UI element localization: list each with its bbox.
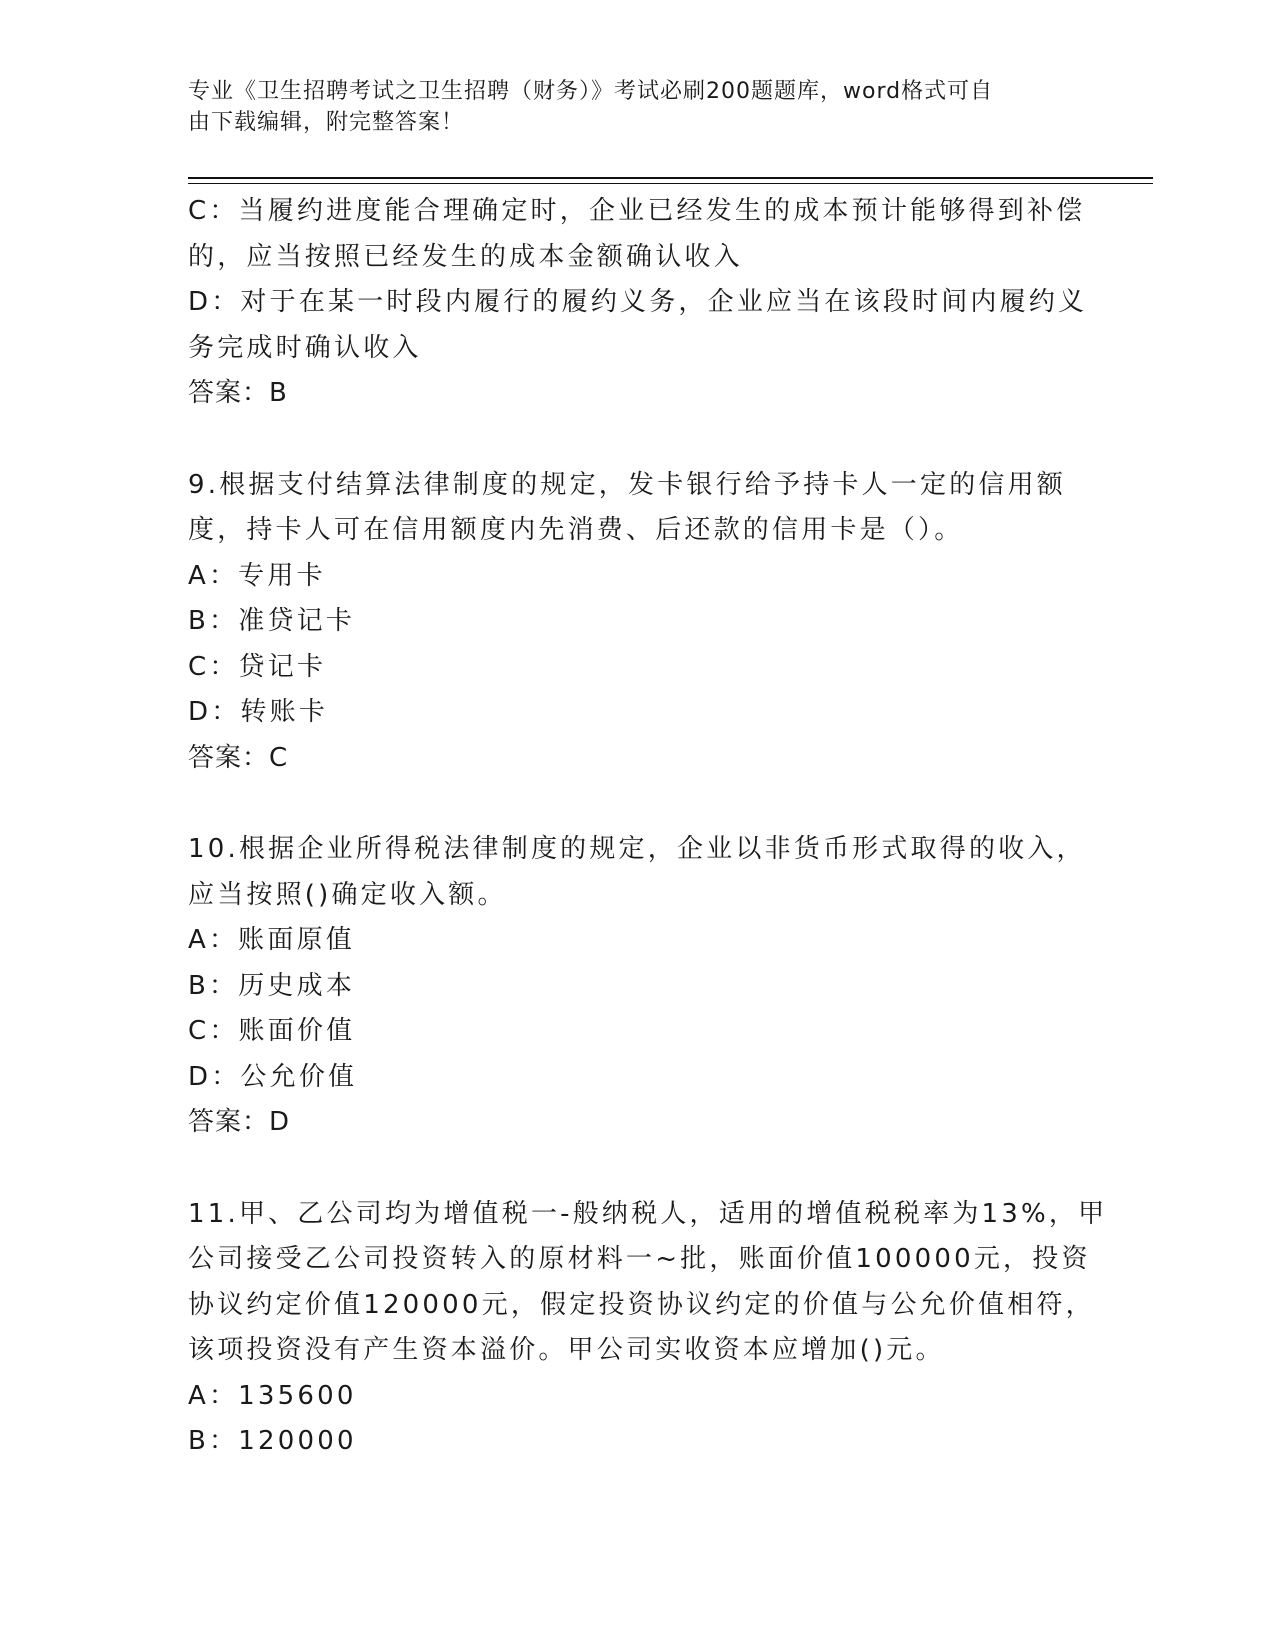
spacer xyxy=(188,781,1088,827)
question-stem-line-4: 该项投资没有产生资本溢价。甲公司实收资本应增加()元。 xyxy=(188,1335,945,1365)
question-stem-line-1: 9.根据支付结算法律制度的规定，发卡银行给予持卡人一定的信用额 xyxy=(188,469,1067,500)
question-8-tail xyxy=(188,189,1088,417)
question-stem-line-2: 应当按照()确定收入额。 xyxy=(188,879,507,910)
header-line-1: 专业《卫生招聘考试之卫生招聘（财务）》考试必刷200题题库，word格式可自 xyxy=(188,79,994,104)
answer-line: 答案：D xyxy=(188,1107,291,1137)
header-rule-thin xyxy=(188,183,1153,184)
option-a: A：专用卡 xyxy=(188,560,326,591)
option-b: B：120000 xyxy=(188,1426,357,1456)
option-c-line-1: C：当履约进度能合理确定时，企业已经发生的成本预计能够得到补偿 xyxy=(188,196,1086,226)
question-stem-line-2: 公司接受乙公司投资转入的原材料一~批，账面价值100000元，投资 xyxy=(188,1244,1091,1274)
option-a: A：135600 xyxy=(188,1380,357,1411)
question-11 xyxy=(188,1192,1108,1465)
option-d-line-2: 务完成时确认收入 xyxy=(188,332,422,363)
document-body xyxy=(188,189,1108,1465)
question-10 xyxy=(188,827,1088,1146)
option-a: A：账面原值 xyxy=(188,925,355,955)
spacer xyxy=(188,417,1088,463)
header-line-2: 由下载编辑，附完整答案！ xyxy=(188,110,465,135)
question-stem-line-1: 11.甲、乙公司均为增值税一-般纳税人，适用的增值税税率为13%，甲 xyxy=(188,1198,1108,1229)
option-c: C：账面价值 xyxy=(188,1016,356,1046)
question-stem-line-1: 10.根据企业所得税法律制度的规定，企业以非货币形式取得的收入， xyxy=(188,834,1086,864)
option-d: D：转账卡 xyxy=(188,697,329,727)
question-stem-line-2: 度，持卡人可在信用额度内先消费、后还款的信用卡是（）。 xyxy=(188,515,964,545)
spacer xyxy=(188,1146,1088,1192)
option-c-line-2: 的，应当按照已经发生的成本金额确认收入 xyxy=(188,241,743,272)
header-rule-thick xyxy=(188,177,1153,179)
option-b: B：准贷记卡 xyxy=(188,606,356,636)
answer-line: 答案：C xyxy=(188,742,289,773)
document-header xyxy=(188,76,1078,138)
answer-line: 答案：B xyxy=(188,378,288,408)
question-9 xyxy=(188,463,1088,782)
option-d-line-1: D：对于在某一时段内履行的履约义务，企业应当在该段时间内履约义 xyxy=(188,287,1088,317)
option-b: B：历史成本 xyxy=(188,970,356,1001)
question-stem-line-3: 协议约定价值120000元，假定投资协议约定的价值与公允价值相符， xyxy=(188,1289,1095,1320)
option-d: D：公允价值 xyxy=(188,1061,358,1092)
option-c: C：贷记卡 xyxy=(188,651,327,682)
